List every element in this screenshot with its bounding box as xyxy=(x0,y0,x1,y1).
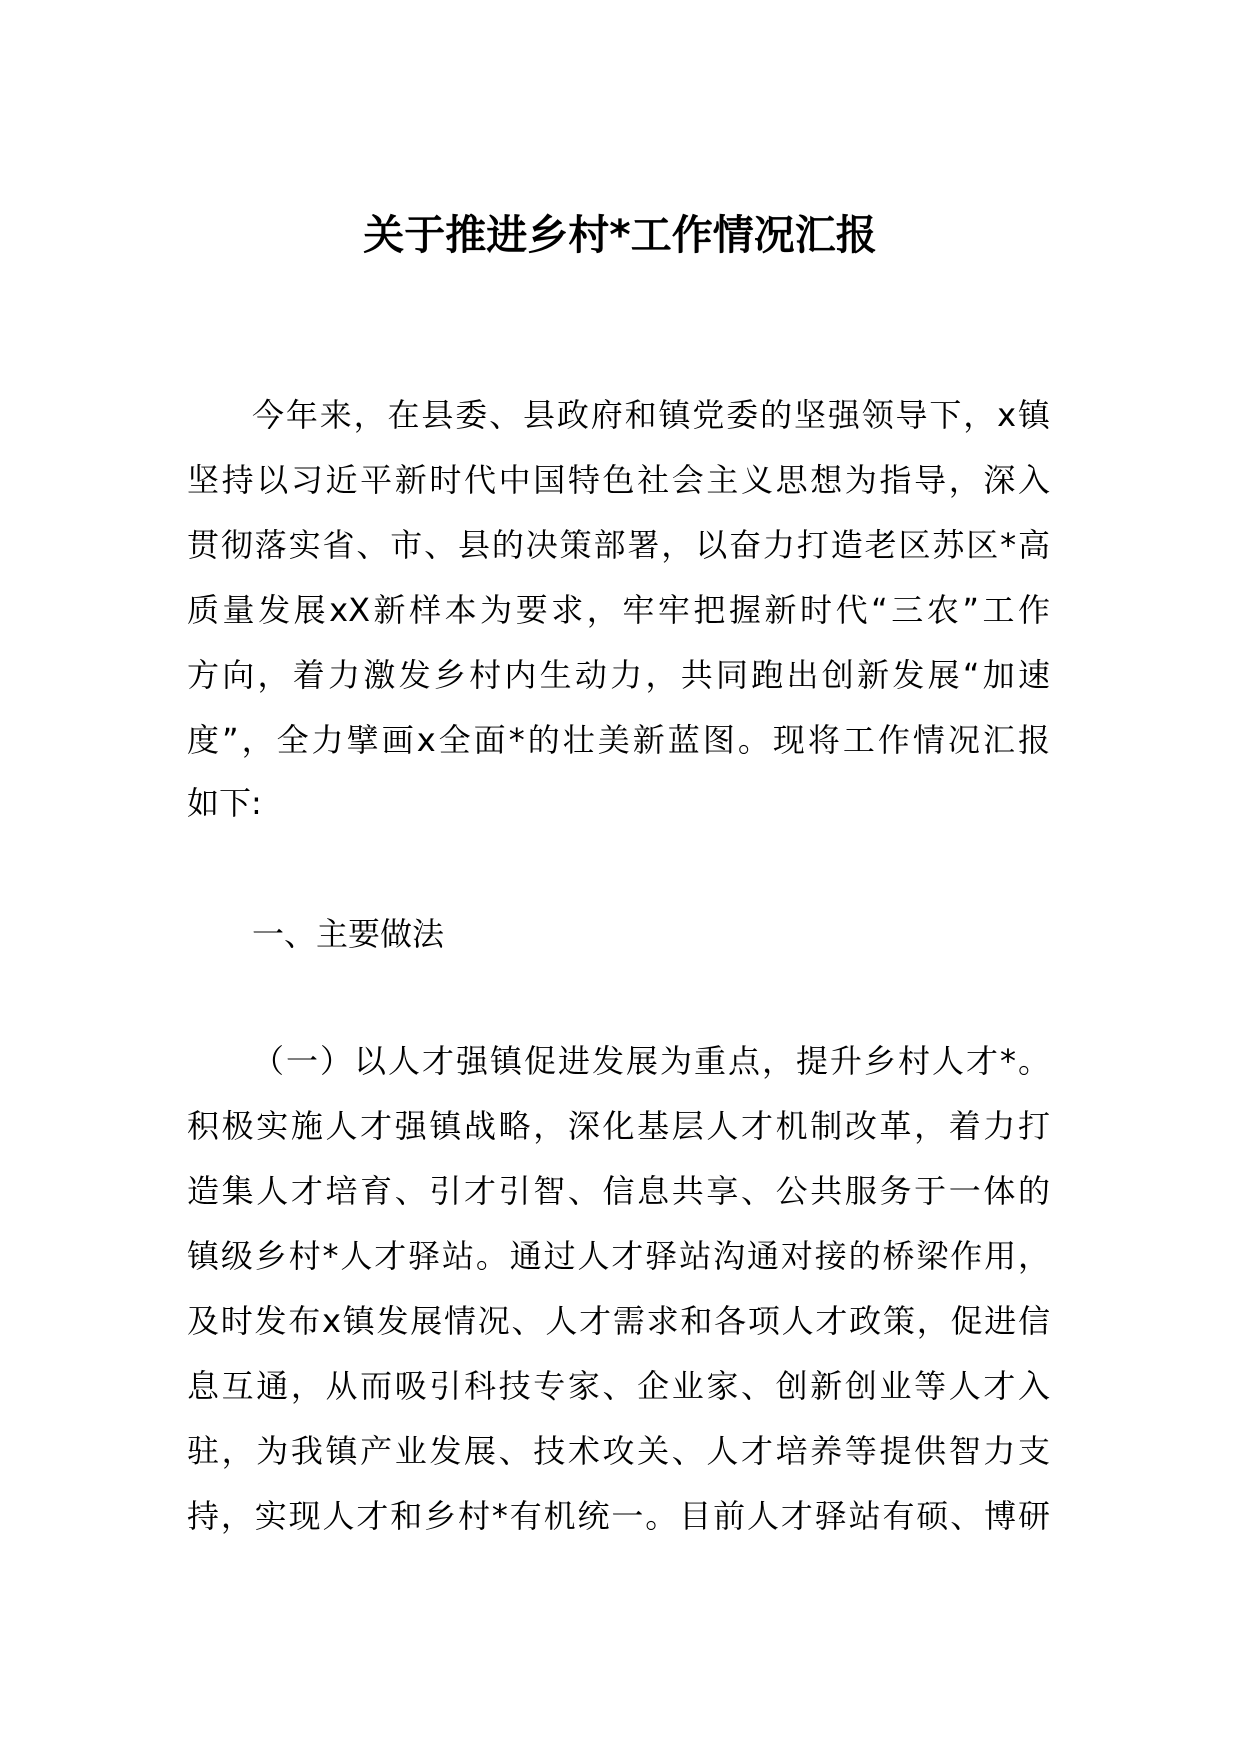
paragraph-line: 度”，全力擘画x全面*的壮美新蓝图。现将工作情况汇报 xyxy=(187,721,1050,759)
paragraph-line: （一）以人才强镇促进发展为重点，提升乡村人才*。 xyxy=(252,1042,1050,1080)
paragraph-line: 坚持以习近平新时代中国特色社会主义思想为指导，深入 xyxy=(187,461,1050,499)
paragraph-line: 如下: xyxy=(187,784,262,822)
paragraph-line: 质量发展xX新样本为要求，牢牢把握新时代“三农”工作 xyxy=(187,591,1050,629)
paragraph-line: 今年来，在县委、县政府和镇党委的坚强领导下，x镇 xyxy=(252,396,1050,434)
document-title: 关于推进乡村*工作情况汇报 xyxy=(363,211,877,259)
paragraph-line: 驻，为我镇产业发展、技术攻关、人才培养等提供智力支 xyxy=(187,1432,1050,1470)
paragraph-line: 贯彻落实省、市、县的决策部署，以奋力打造老区苏区*高 xyxy=(187,526,1050,564)
paragraph-line: 持，实现人才和乡村*有机统一。目前人才驿站有硕、博研 xyxy=(187,1497,1050,1535)
paragraph-line: 息互通，从而吸引科技专家、企业家、创新创业等人才入 xyxy=(187,1367,1050,1405)
paragraph-line: 方向，着力激发乡村内生动力，共同跑出创新发展“加速 xyxy=(187,656,1050,694)
paragraph-line: 造集人才培育、引才引智、信息共享、公共服务于一体的 xyxy=(187,1172,1050,1210)
paragraph-line: 及时发布x镇发展情况、人才需求和各项人才政策，促进信 xyxy=(187,1302,1050,1340)
paragraph-line: 镇级乡村*人才驿站。通过人才驿站沟通对接的桥梁作用， xyxy=(187,1237,1050,1275)
paragraph-line: 积极实施人才强镇战略，深化基层人才机制改革，着力打 xyxy=(187,1107,1050,1145)
section-heading: 一、主要做法 xyxy=(252,915,445,953)
